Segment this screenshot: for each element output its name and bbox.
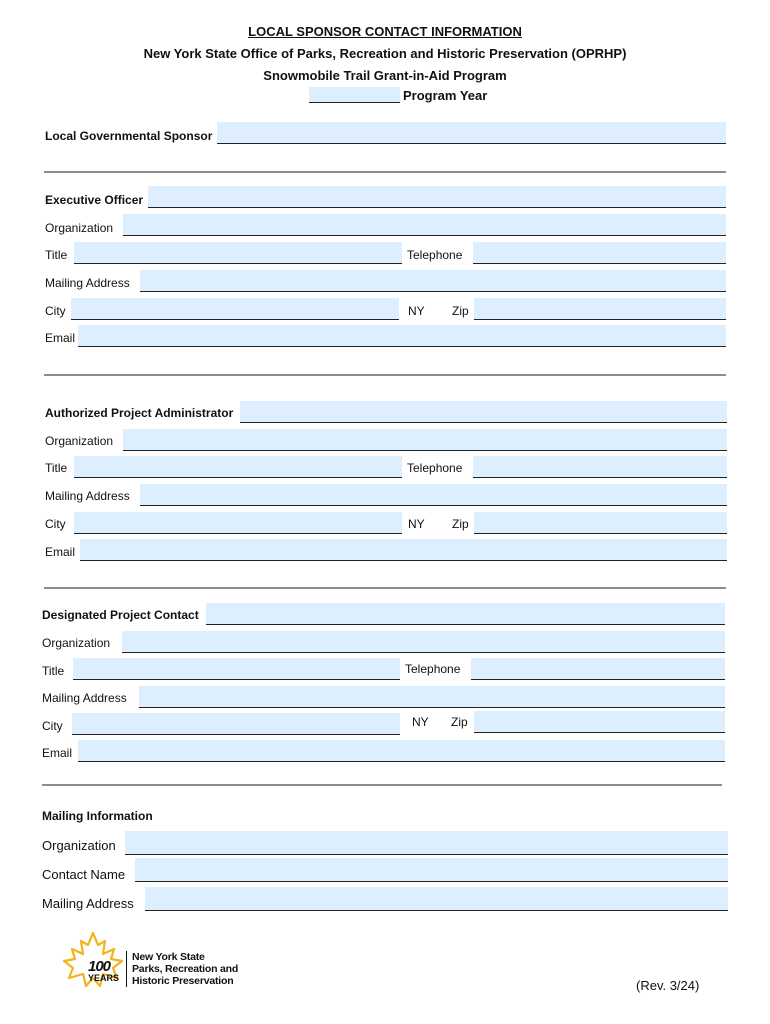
revision-label: (Rev. 3/24) <box>636 978 700 993</box>
organization-input[interactable] <box>123 429 727 451</box>
state-label: NY <box>412 715 429 729</box>
title-input[interactable] <box>74 456 402 478</box>
email-label: Email <box>45 331 76 345</box>
zip-input[interactable] <box>474 298 726 320</box>
agency-name: New York State Office of Parks, Recreation and Historic Preservation (OPRHP) <box>143 46 627 61</box>
title-input[interactable] <box>73 658 400 680</box>
telephone-label: Telephone <box>407 461 463 475</box>
contact-name-input[interactable] <box>135 858 728 882</box>
section-heading: Designated Project Contact <box>42 608 199 622</box>
telephone-label: Telephone <box>407 248 463 262</box>
mailing-address-label: Mailing Address <box>42 691 127 705</box>
name-input[interactable] <box>206 603 725 625</box>
organization-label: Organization <box>42 838 116 853</box>
title-label: Title <box>45 248 68 262</box>
mailing-address-input[interactable] <box>140 270 726 292</box>
logo-divider <box>126 951 127 987</box>
city-input[interactable] <box>74 512 402 534</box>
program-year-input[interactable] <box>309 87 400 103</box>
organization-input[interactable] <box>123 214 726 236</box>
telephone-input[interactable] <box>473 456 727 478</box>
zip-label: Zip <box>452 304 469 318</box>
title-label: Title <box>42 664 65 678</box>
organization-label: Organization <box>42 636 111 650</box>
organization-label: Organization <box>45 221 114 235</box>
badge-word: YEARS <box>88 973 120 983</box>
section-heading: Mailing Information <box>42 809 153 823</box>
agency-logo-line1: New York State <box>132 951 205 963</box>
zip-label: Zip <box>452 517 469 531</box>
city-label: City <box>45 304 66 318</box>
divider <box>44 171 726 173</box>
mailing-address-label: Mailing Address <box>45 489 130 503</box>
section-heading: Authorized Project Administrator <box>45 406 234 420</box>
state-label: NY <box>408 517 425 531</box>
city-label: City <box>42 719 63 733</box>
zip-input[interactable] <box>474 711 725 733</box>
agency-logo-line2: Parks, Recreation and <box>132 963 239 975</box>
title-input[interactable] <box>74 242 402 264</box>
mailing-address-input[interactable] <box>145 887 728 911</box>
title-label: Title <box>45 461 68 475</box>
organization-input[interactable] <box>125 831 728 855</box>
form-title: LOCAL SPONSOR CONTACT INFORMATION <box>248 24 522 39</box>
section-heading: Executive Officer <box>45 193 144 207</box>
email-label: Email <box>42 746 73 760</box>
mailing-address-label: Mailing Address <box>45 276 130 290</box>
mailing-address-label: Mailing Address <box>42 896 134 911</box>
name-input[interactable] <box>240 401 727 423</box>
program-name: Snowmobile Trail Grant-in-Aid Program <box>263 68 507 83</box>
badge-number: 100 <box>88 958 111 975</box>
telephone-input[interactable] <box>471 658 725 680</box>
contact-name-label: Contact Name <box>42 867 126 882</box>
zip-label: Zip <box>451 715 468 729</box>
mailing-address-input[interactable] <box>140 484 727 506</box>
divider <box>44 374 726 376</box>
email-label: Email <box>45 545 76 559</box>
email-input[interactable] <box>78 325 726 347</box>
organization-input[interactable] <box>122 631 725 653</box>
telephone-label: Telephone <box>405 662 461 676</box>
state-label: NY <box>408 304 425 318</box>
email-input[interactable] <box>78 740 725 762</box>
mailing-address-input[interactable] <box>139 686 725 708</box>
agency-logo-line3: Historic Preservation <box>132 975 234 987</box>
zip-input[interactable] <box>474 512 727 534</box>
program-year-label: Program Year <box>403 88 488 103</box>
organization-label: Organization <box>45 434 114 448</box>
telephone-input[interactable] <box>473 242 726 264</box>
name-input[interactable] <box>148 186 726 208</box>
city-input[interactable] <box>72 713 400 735</box>
oprhp-100-years-logo <box>58 930 128 994</box>
city-label: City <box>45 517 66 531</box>
divider <box>42 784 722 786</box>
city-input[interactable] <box>71 298 399 320</box>
email-input[interactable] <box>80 539 727 561</box>
divider <box>44 587 726 589</box>
sponsor-label: Local Governmental Sponsor <box>45 129 213 143</box>
sponsor-input[interactable] <box>217 122 726 144</box>
